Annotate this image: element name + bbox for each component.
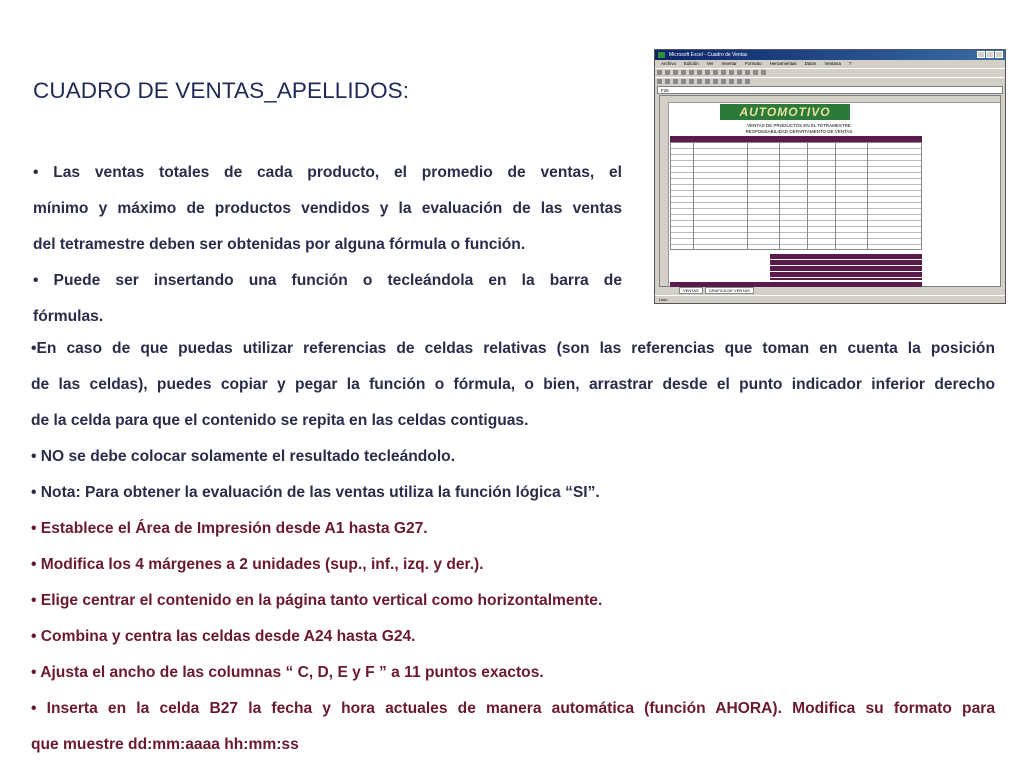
menu-item[interactable]: Ver bbox=[706, 61, 714, 66]
table-column-divider bbox=[807, 143, 808, 249]
menu-item[interactable]: Archivo bbox=[661, 61, 677, 66]
currency-icon[interactable] bbox=[713, 79, 718, 84]
maximize-button[interactable] bbox=[986, 51, 994, 58]
font-color-icon[interactable] bbox=[745, 79, 750, 84]
sheet-banner: AUTOMOTIVO bbox=[720, 104, 850, 120]
intro-line: del tetramestre deben ser obtenidas por alguna fórmula o función. bbox=[33, 236, 526, 253]
intro-line: mínimo y máximo de productos vendidos y la evaluación de las ventas bbox=[33, 200, 622, 217]
instruction-line: • Inserta en la celda B27 la fecha y hora actuales de manera automática (función AHORA). Modifica su formato para bbox=[31, 700, 995, 717]
copy-icon[interactable] bbox=[713, 70, 718, 75]
sheet-heading-1: VENTAS DE PRODUCTOS EN EL TETRAMESTRE bbox=[747, 123, 851, 128]
worksheet[interactable] bbox=[659, 95, 1001, 287]
page-title: CUADRO DE VENTAS_APELLIDOS: bbox=[33, 78, 410, 103]
undo-icon[interactable] bbox=[729, 70, 734, 75]
chart-icon[interactable] bbox=[761, 70, 766, 75]
instruction-line: • Ajusta el ancho de las columnas “ C, D, E y F ” a 11 puntos exactos. bbox=[31, 664, 544, 681]
excel-app-icon bbox=[658, 52, 665, 58]
excel-window-title: Microsoft Excel - Cuadro de Ventas bbox=[669, 52, 748, 58]
instruction-line: • Modifica los 4 márgenes a 2 unidades (sup., inf., izq. y der.). bbox=[31, 556, 484, 573]
save-icon[interactable] bbox=[673, 70, 678, 75]
close-button[interactable] bbox=[995, 51, 1003, 58]
new-icon[interactable] bbox=[657, 70, 662, 75]
column-headers bbox=[660, 96, 1000, 103]
sheet-tab[interactable]: GRAFICA DE VENTAS bbox=[705, 287, 754, 294]
preview-icon[interactable] bbox=[689, 70, 694, 75]
instruction-line: • Establece el Área de Impresión desde A1 hasta G27. bbox=[31, 520, 428, 537]
fill-color-icon[interactable] bbox=[737, 79, 742, 84]
sum-icon[interactable] bbox=[745, 70, 750, 75]
instruction-line: •En caso de que puedas utilizar referencias de celdas relativas (son las referencias que toman en cuenta la posición bbox=[31, 340, 995, 357]
intro-paragraph bbox=[33, 155, 622, 335]
sales-table bbox=[670, 142, 922, 250]
table-column-divider bbox=[835, 143, 836, 249]
instruction-line: de las celdas), puedes copiar y pegar la función o fórmula, o bien, arrastrar desde el punto indicador inferior derecho bbox=[31, 376, 995, 393]
formula-bar[interactable]: F26 bbox=[657, 86, 1003, 94]
sort-icon[interactable] bbox=[753, 70, 758, 75]
sheet-tab[interactable]: VENTAS bbox=[679, 287, 703, 294]
menu-item[interactable]: Ventana bbox=[824, 61, 841, 66]
excel-toolbar bbox=[655, 68, 1005, 77]
print-icon[interactable] bbox=[681, 70, 686, 75]
open-icon[interactable] bbox=[665, 70, 670, 75]
italic-icon[interactable] bbox=[665, 79, 670, 84]
table-column-divider bbox=[779, 143, 780, 249]
excel-titlebar bbox=[655, 50, 1005, 60]
excel-format-toolbar bbox=[655, 77, 1005, 86]
menu-item[interactable]: Herramientas bbox=[769, 61, 797, 66]
merge-icon[interactable] bbox=[705, 79, 710, 84]
instruction-line: • Elige centrar el contenido en la página tanto vertical como horizontalmente. bbox=[31, 592, 603, 609]
sheet-tabs bbox=[659, 287, 999, 294]
table-column-divider bbox=[747, 143, 748, 249]
intro-line: • Las ventas totales de cada producto, el promedio de ventas, el bbox=[33, 164, 622, 181]
align-left-icon[interactable] bbox=[681, 79, 686, 84]
summary-block bbox=[770, 254, 922, 280]
intro-line: fórmulas. bbox=[33, 308, 104, 325]
bold-icon[interactable] bbox=[657, 79, 662, 84]
instruction-line: • NO se debe colocar solamente el resultado tecleándolo. bbox=[31, 448, 456, 465]
minimize-button[interactable] bbox=[977, 51, 985, 58]
instruction-line: que muestre dd:mm:aaaa hh:mm:ss bbox=[31, 736, 299, 753]
menu-item[interactable]: Edición bbox=[684, 61, 699, 66]
align-center-icon[interactable] bbox=[689, 79, 694, 84]
intro-line: • Puede ser insertando una función o tecleándola en la barra de bbox=[33, 272, 622, 289]
menu-item[interactable]: Insertar bbox=[721, 61, 737, 66]
instruction-line: • Nota: Para obtener la evaluación de las ventas utiliza la función lógica “SI”. bbox=[31, 484, 600, 501]
excel-menubar bbox=[655, 60, 1005, 68]
instruction-line: de la celda para que el contenido se repita en las celdas contiguas. bbox=[31, 412, 529, 429]
cut-icon[interactable] bbox=[705, 70, 710, 75]
border-icon[interactable] bbox=[729, 79, 734, 84]
align-right-icon[interactable] bbox=[697, 79, 702, 84]
instructions-paragraph bbox=[31, 331, 995, 763]
excel-screenshot bbox=[654, 49, 1006, 304]
redo-icon[interactable] bbox=[737, 70, 742, 75]
underline-icon[interactable] bbox=[673, 79, 678, 84]
instruction-line: • Combina y centra las celdas desde A24 hasta G24. bbox=[31, 628, 416, 645]
menu-item[interactable]: Datos bbox=[804, 61, 817, 66]
percent-icon[interactable] bbox=[721, 79, 726, 84]
excel-statusbar: Listo bbox=[655, 295, 1005, 303]
menu-item[interactable]: ? bbox=[848, 61, 852, 66]
spell-icon[interactable] bbox=[697, 70, 702, 75]
menu-item[interactable]: Formato bbox=[744, 61, 762, 66]
row-headers bbox=[660, 102, 669, 286]
sheet-heading-2: RESPONSABILIDAD DEPARTAMENTO DE VENTAS bbox=[745, 129, 853, 134]
paste-icon[interactable] bbox=[721, 70, 726, 75]
table-column-divider bbox=[671, 143, 694, 249]
table-column-divider bbox=[867, 143, 868, 249]
